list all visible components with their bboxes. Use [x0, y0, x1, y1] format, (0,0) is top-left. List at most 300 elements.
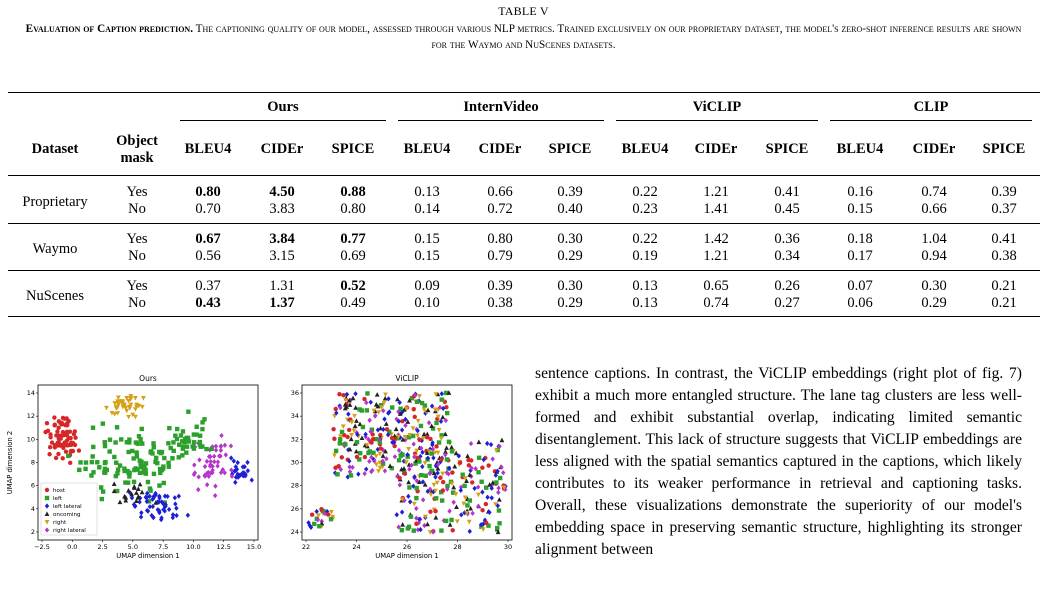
scatter-point [412, 441, 416, 446]
table-top-rule [8, 92, 1040, 93]
scatter-point [485, 495, 489, 500]
scatter-point [395, 512, 399, 517]
scatter-point [68, 461, 72, 465]
table-cell: 4.50 [269, 184, 295, 200]
scatter-point [73, 435, 77, 439]
scatter-point [166, 441, 170, 445]
scatter-point [54, 456, 58, 460]
scatter-point [203, 464, 207, 469]
scatter-point [432, 483, 437, 488]
mask-yes: Yes [126, 278, 148, 294]
scatter-point [484, 502, 488, 506]
table-cell: 0.26 [774, 278, 800, 294]
scatter-point [139, 514, 143, 519]
scatter-point [148, 504, 152, 509]
scatter-point [152, 472, 156, 476]
dataset-name: Waymo [32, 241, 78, 257]
scatter-point [165, 494, 169, 499]
scatter-point [77, 468, 81, 472]
scatter-point [104, 406, 109, 411]
scatter-point [466, 458, 470, 462]
y-tick-label: 14 [26, 389, 35, 397]
table-cell: 1.21 [703, 184, 729, 200]
scatter-point [419, 424, 423, 428]
body-paragraph: sentence captions. In contrast, the ViCLIP embeddings (right plot of fig. 7) exhibit a much more entangled structure. The lane tag clusters are less well-formed and exhibit substantial overlap, indicating limited semantic disentanglement. This lack of structure suggests that ViCLIP embeddings are less aligned with the spatial semantics captured in the captions, which likely contributes to its weaker performance in retrieval and captioning tasks. Overall, these visualizations demonstrate the superiority of our model's embedding space in preserving semantic structure, highlighting its stronger alignment between [535, 365, 1022, 558]
scatter-point [334, 407, 338, 411]
table-cell: 0.23 [632, 201, 658, 217]
scatter-point [329, 517, 333, 521]
scatter-point [183, 437, 187, 441]
scatter-point [143, 468, 147, 472]
scatter-point [186, 410, 190, 414]
scatter-point [101, 489, 105, 493]
scatter-point [167, 465, 171, 469]
scatter-point [115, 425, 119, 429]
scatter-point [159, 451, 163, 455]
table-cell: 1.04 [921, 231, 947, 247]
scatter-point [465, 503, 469, 507]
scatter-point [407, 485, 411, 489]
scatter-point [78, 460, 82, 464]
scatter-point [468, 529, 472, 534]
scatter-point [112, 481, 117, 486]
scatter-point [454, 504, 459, 509]
dataset-name: NuScenes [26, 288, 84, 304]
x-tick-label: 12.5 [216, 543, 231, 551]
scatter-point [393, 454, 397, 459]
scatter-point [119, 437, 123, 441]
scatter-point [400, 452, 404, 456]
table-bottom-rule [8, 316, 1040, 317]
scatter-point [151, 441, 155, 445]
scatter-point [213, 493, 217, 498]
scatter-point [166, 461, 170, 465]
scatter-point [355, 455, 359, 459]
scatter-point [90, 454, 94, 458]
scatter-point [199, 445, 203, 449]
scatter-point [406, 494, 410, 499]
header-metric: BLEU4 [403, 141, 451, 157]
scatter-point [407, 467, 411, 472]
scatter-point [490, 495, 494, 500]
scatter-point [312, 522, 316, 526]
scatter-point [447, 440, 451, 444]
scatter-point [48, 445, 52, 449]
scatter-point [485, 441, 489, 446]
scatter-point [417, 459, 421, 463]
scatter-point [192, 440, 196, 444]
scatter-point [43, 430, 47, 434]
scatter-point [204, 447, 208, 451]
scatter-point [71, 449, 75, 453]
scatter-point [437, 428, 442, 433]
table-cell: 0.39 [557, 184, 583, 200]
scatter-point [441, 488, 445, 492]
scatter-point [179, 433, 183, 437]
table-cell: 0.74 [703, 295, 729, 311]
scatter-point [335, 472, 339, 476]
table-cell: 0.39 [991, 184, 1017, 200]
scatter-point [448, 522, 453, 527]
scatter-point [319, 507, 323, 511]
scatter-point [167, 507, 171, 512]
scatter-point [366, 451, 370, 455]
scatter-point [412, 528, 416, 532]
scatter-point [433, 509, 437, 513]
group-rule [830, 120, 1032, 121]
scatter-point [45, 421, 49, 425]
scatter-point [382, 417, 386, 422]
scatter-point [118, 500, 123, 505]
scatter-point [437, 440, 441, 444]
scatter-point [367, 459, 371, 464]
scatter-point [414, 522, 418, 526]
table-cell: 3.15 [269, 248, 295, 264]
scatter-point [103, 444, 107, 448]
scatter-point [428, 437, 432, 441]
scatter-point [112, 455, 116, 459]
table-cell: 0.16 [847, 184, 873, 200]
scatter-point [388, 463, 393, 468]
group-rule [398, 120, 604, 121]
header-group: Ours [267, 99, 299, 115]
scatter-point [450, 449, 454, 453]
scatter-point [332, 453, 337, 458]
scatter-point [155, 461, 159, 465]
plot-title: ViCLIP [395, 374, 419, 383]
scatter-point [64, 449, 68, 453]
table-cell: 0.49 [340, 295, 366, 311]
scatter-point [91, 445, 95, 449]
scatter-point [433, 474, 437, 479]
scatter-point [449, 518, 453, 522]
scatter-point [184, 450, 188, 454]
scatter-point [392, 444, 396, 448]
table-cell: 0.88 [340, 184, 366, 200]
scatter-point [409, 515, 413, 519]
scatter-point [103, 440, 107, 444]
scatter-point [433, 515, 438, 520]
table-cell: 0.67 [195, 231, 221, 247]
scatter-point [361, 425, 365, 429]
table-cell: 0.37 [195, 278, 221, 294]
scatter-point [229, 443, 233, 448]
table-cell: 0.56 [195, 248, 221, 264]
scatter-point [338, 441, 342, 445]
y-axis-label: UMAP dimension 2 [6, 430, 14, 495]
scatter-point [381, 453, 386, 458]
scatter-point [52, 415, 56, 419]
scatter-point [439, 457, 443, 461]
scatter-point [47, 452, 51, 456]
scatter-point [141, 396, 146, 401]
scatter-point [177, 443, 181, 447]
scatter-point [133, 407, 138, 412]
scatter-point [355, 440, 359, 444]
scatter-point [108, 438, 112, 442]
scatter-point [428, 510, 432, 514]
header-metric: CIDEr [478, 141, 522, 157]
scatter-point [398, 482, 402, 487]
scatter-point [465, 454, 470, 459]
table-header-rule [8, 175, 1040, 176]
scatter-point [371, 437, 375, 441]
scatter-point [127, 440, 131, 444]
scatter-point [245, 460, 249, 465]
scatter-point [406, 480, 411, 485]
scatter-point [148, 486, 152, 490]
scatter-point [349, 420, 354, 425]
table-label: TABLE V [498, 4, 549, 18]
scatter-point [353, 405, 358, 410]
scatter-point [144, 461, 148, 465]
scatter-point [472, 486, 476, 491]
header-metric: CIDEr [694, 141, 738, 157]
table-cell: 0.38 [991, 248, 1017, 264]
scatter-point [364, 467, 368, 472]
scatter-point [421, 497, 425, 502]
scatter-point [331, 427, 335, 431]
x-tick-label: 7.5 [157, 543, 169, 551]
scatter-point [354, 418, 359, 423]
scatter-point [353, 424, 358, 429]
table-cell: 0.41 [991, 231, 1017, 247]
table-cell: 0.65 [703, 278, 729, 294]
table-cell: 0.80 [195, 184, 221, 200]
table-cell: 0.09 [414, 278, 440, 294]
scatter-point [467, 520, 472, 525]
scatter-point [365, 408, 369, 412]
scatter-point [400, 510, 404, 515]
scatter-point [205, 482, 209, 487]
scatter-point [144, 471, 148, 475]
scatter-point [416, 419, 421, 424]
scatter-point [477, 456, 481, 460]
scatter-point [246, 468, 250, 473]
scatter-point [425, 522, 430, 527]
header-object-mask: mask [120, 150, 154, 166]
scatter-point [177, 494, 181, 499]
scatter-point [233, 480, 237, 485]
scatter-point [173, 501, 177, 506]
umap-plot-ours [2, 365, 272, 570]
scatter-point [450, 470, 454, 474]
scatter-point [397, 476, 401, 480]
scatter-point [412, 407, 416, 411]
scatter-point [83, 467, 87, 471]
table-cell: 0.74 [921, 184, 947, 200]
scatter-point [95, 460, 99, 464]
legend-label: host [53, 488, 66, 494]
scatter-point [337, 392, 341, 396]
scatter-point [101, 421, 105, 425]
scatter-point [162, 481, 166, 485]
scatter-point [84, 460, 88, 464]
scatter-point [447, 509, 451, 514]
scatter-point [409, 462, 413, 467]
scatter-point [429, 492, 434, 497]
scatter-point [427, 464, 431, 468]
scatter-point [186, 513, 190, 518]
scatter-point [58, 437, 62, 441]
scatter-point [455, 519, 460, 524]
scatter-point [174, 506, 178, 511]
table-cell: 0.66 [487, 184, 513, 200]
x-tick-label: 22 [301, 543, 311, 551]
scatter-point [212, 459, 216, 464]
x-tick-label: 30 [503, 543, 513, 551]
scatter-point [187, 439, 191, 443]
scatter-point [162, 456, 166, 460]
scatter-point [476, 470, 480, 474]
scatter-point [411, 426, 416, 431]
caption-text: The captioning quality of our model, assessed through various NLP metrics. Trained exclusively on our proprietary dataset, the model's zero-shot inference results are shown for the Waymo and NuScenes datasets. [195, 23, 1022, 51]
scatter-point [77, 448, 81, 452]
scatter-point [133, 396, 138, 401]
scatter-point [105, 468, 109, 472]
mask-no: No [128, 201, 146, 217]
table-cell: 0.39 [487, 278, 513, 294]
scatter-point [126, 480, 130, 484]
scatter-point [480, 490, 484, 495]
scatter-point [61, 416, 65, 420]
scatter-point [190, 444, 194, 448]
table-cell: 0.29 [557, 248, 583, 264]
header-metric: SPICE [331, 141, 375, 157]
y-tick-label: 6 [30, 481, 35, 490]
scatter-point [397, 458, 401, 462]
scatter-point [486, 463, 490, 467]
table-cell: 0.41 [774, 184, 800, 200]
scatter-point [434, 496, 438, 500]
table-cell: 0.22 [632, 231, 658, 247]
table-cell: 0.80 [487, 231, 513, 247]
table-cell: 0.06 [847, 295, 873, 311]
scatter-point [441, 480, 445, 484]
scatter-point [65, 421, 69, 425]
scatter-point [452, 464, 457, 469]
scatter-point [496, 490, 500, 495]
scatter-point [185, 444, 189, 448]
scatter-point [90, 460, 94, 464]
y-tick-label: 8 [30, 458, 35, 467]
scatter-point [440, 415, 445, 420]
scatter-point [412, 502, 417, 507]
table-cell: 0.36 [774, 231, 800, 247]
scatter-point [200, 420, 204, 424]
table-cell: 1.41 [703, 201, 729, 217]
scatter-point [434, 444, 438, 448]
header-group: InternVideo [463, 99, 539, 115]
scatter-point [224, 452, 228, 457]
scatter-point [358, 451, 362, 455]
scatter-point [484, 521, 488, 525]
scatter-point [362, 397, 366, 401]
table-cell: 0.45 [774, 201, 800, 217]
scatter-point [386, 396, 390, 401]
scatter-point [140, 427, 144, 431]
x-axis-label: UMAP dimension 1 [116, 552, 180, 560]
scatter-point [346, 412, 350, 417]
scatter-point [376, 469, 381, 474]
scatter-point [139, 510, 143, 515]
x-tick-label: 2.5 [97, 543, 108, 551]
y-tick-label: 10 [26, 435, 35, 444]
scatter-point [451, 528, 455, 532]
scatter-point [379, 446, 383, 450]
table-cell: 0.13 [414, 184, 440, 200]
scatter-point [216, 459, 220, 464]
table-cell: 0.27 [774, 295, 800, 311]
scatter-point [439, 528, 443, 532]
scatter-point [99, 485, 103, 489]
table-cell: 0.70 [195, 201, 221, 217]
scatter-point [497, 497, 502, 502]
table-cell: 3.84 [269, 231, 295, 247]
scatter-point [212, 454, 216, 459]
scatter-point [439, 397, 443, 401]
scatter-point [134, 450, 138, 454]
x-tick-label: −2.5 [34, 543, 50, 551]
scatter-point [97, 465, 101, 469]
y-tick-label: 4 [30, 504, 35, 513]
scatter-point [363, 455, 367, 459]
group-rule [180, 120, 386, 121]
scatter-point [351, 396, 356, 401]
scatter-point [107, 449, 111, 453]
table-cell: 0.13 [632, 295, 658, 311]
scatter-point [500, 438, 505, 443]
table-cell: 0.94 [921, 248, 947, 264]
scatter-point [53, 423, 57, 427]
scatter-point [470, 480, 474, 484]
x-tick-label: 15.0 [246, 543, 262, 551]
header-metric: SPICE [982, 141, 1026, 157]
scatter-point [138, 437, 142, 441]
scatter-point [417, 394, 422, 399]
scatter-point [444, 445, 449, 450]
scatter-point [340, 455, 344, 459]
plot-title: Ours [139, 374, 157, 383]
table-cell: 0.30 [921, 278, 947, 294]
header-object-mask: Object [116, 133, 158, 149]
scatter-point [132, 480, 136, 484]
scatter-point [196, 474, 200, 479]
scatter-point [383, 392, 388, 397]
scatter-point [310, 512, 314, 516]
scatter-point [181, 429, 185, 433]
scatter-point [390, 405, 394, 409]
header-metric: SPICE [548, 141, 592, 157]
table-cell: 0.18 [847, 231, 873, 247]
scatter-point [383, 468, 387, 473]
table-cell: 0.43 [195, 295, 221, 311]
table-cell: 0.14 [414, 201, 440, 217]
table-cell: 0.07 [847, 278, 873, 294]
scatter-point [360, 435, 365, 440]
scatter-point [219, 448, 223, 453]
scatter-point [397, 448, 401, 453]
y-tick-label: 28 [290, 481, 299, 490]
scatter-point [476, 493, 481, 498]
scatter-point [138, 482, 143, 487]
scatter-point [378, 452, 383, 457]
table-cell: 1.21 [703, 248, 729, 264]
x-tick-label: 0.0 [67, 543, 78, 551]
scatter-point [45, 488, 49, 492]
table-cell: 0.15 [847, 201, 873, 217]
scatter-point [154, 456, 158, 460]
